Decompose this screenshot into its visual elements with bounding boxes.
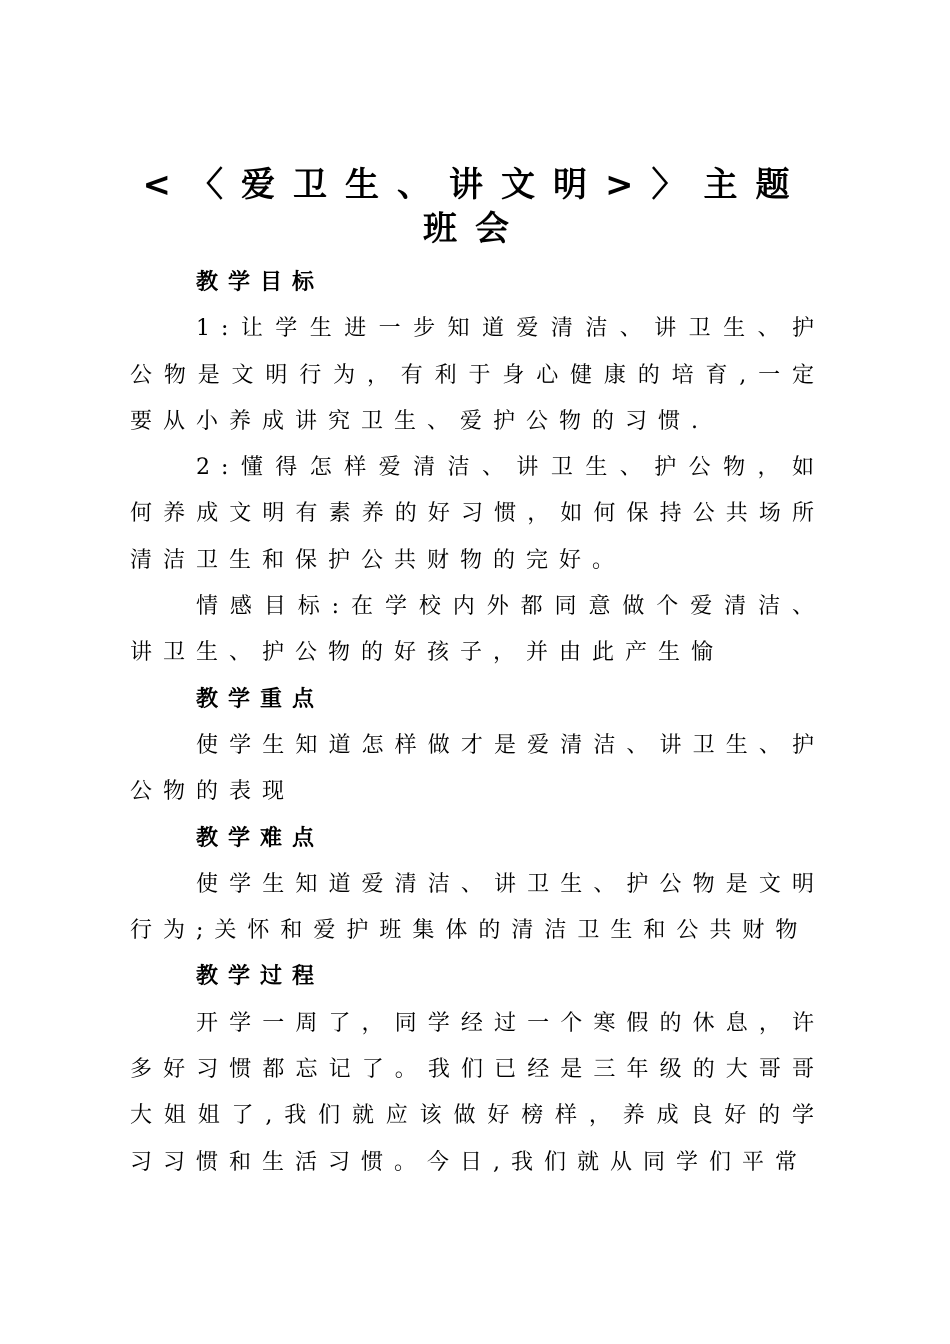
key-points-paragraph: 使学生知道怎样做才是爱清洁、讲卫生、护公物的表现 <box>130 732 825 805</box>
section-heading-difficulties: 教学难点 <box>196 825 325 851</box>
section-heading-teaching-goals: 教学目标 <box>196 270 325 295</box>
section-heading-key-points: 教学重点 <box>196 686 325 712</box>
emotional-goal-paragraph: 情感目标:在学校内外都同意做个爱清洁、讲卫生、护公物的好孩子，并由此产生愉 <box>130 594 825 666</box>
teaching-process-paragraph: 开学一周了，同学经过一个寒假的休息，许多好习惯都忘记了。我们已经是三年级的大哥哥大姐姐了,我们就应该做好榜样，养成良好的学习习惯和生活习惯。今日,我们就从同学们平常 <box>130 1010 825 1175</box>
section-heading-teaching-process: 教学过程 <box>196 964 325 990</box>
difficulties-paragraph: 使学生知道爱清洁、讲卫生、护公物是文明行为;关怀和爱护班集体的清洁卫生和公共财物 <box>130 871 825 944</box>
goal-paragraph-1: 1:让学生进一步知道爱清洁、讲卫生、护公物是文明行为，有利于身心健康的培育,一定要从小养成讲究卫生、爱护公物的习惯. <box>130 316 825 434</box>
document-title: <〈爱卫生、讲文明>〉主题班会 <box>142 165 808 249</box>
document-body <box>130 260 825 1186</box>
goal-paragraph-2: 2:懂得怎样爱清洁、讲卫生、护公物，如何养成文明有素养的好习惯，如何保持公共场所清洁卫生和保护公共财物的完好。 <box>130 455 825 573</box>
